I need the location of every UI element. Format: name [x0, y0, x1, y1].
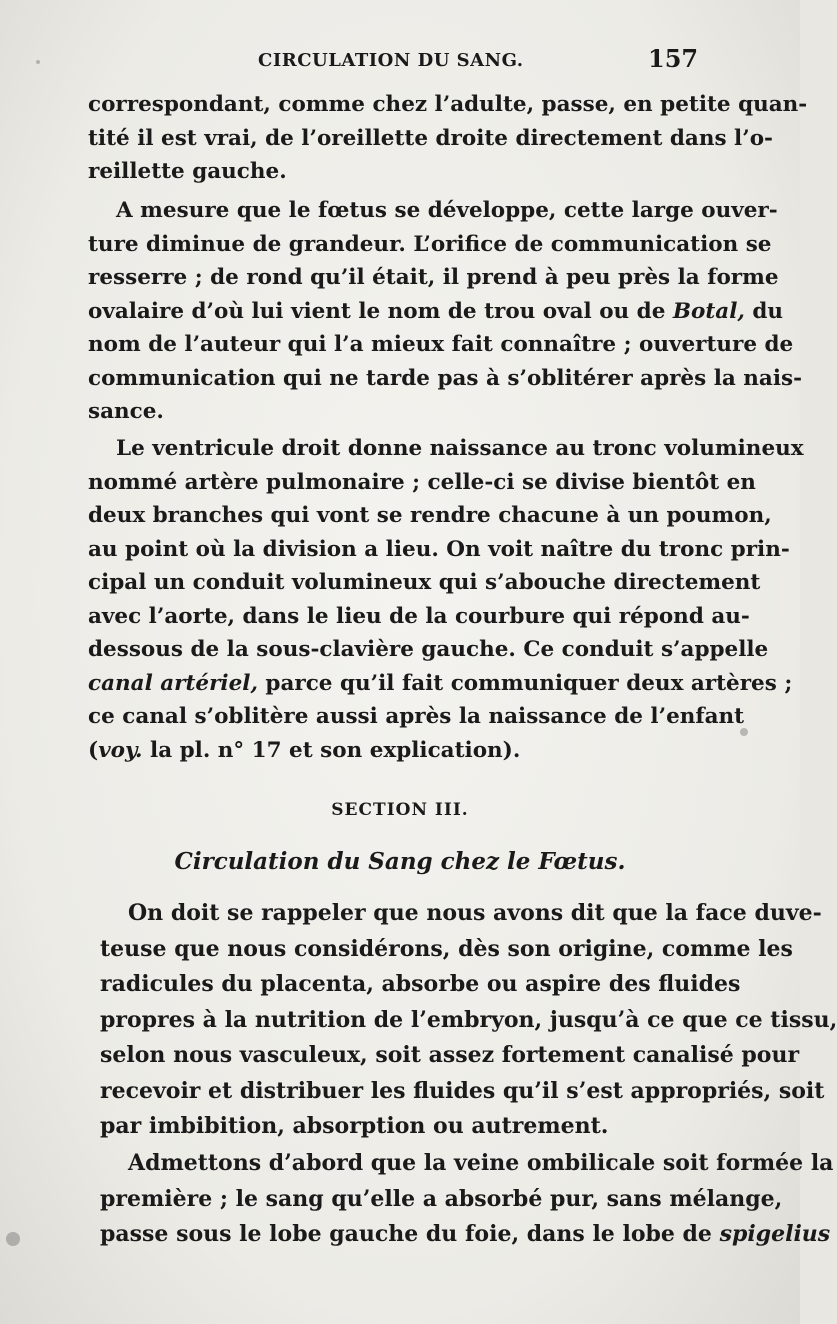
text-line: au point où la division a lieu. On voit naître du tronc prin- — [88, 536, 790, 562]
text-fragment: ovalaire d’où lui vient le nom de trou oval ou de — [88, 298, 673, 324]
text-line: resserre ; de rond qu’il était, il prend à peu près la forme — [88, 265, 779, 290]
italic-voy: voy. — [98, 737, 143, 763]
paragraph-fetus-development — [88, 194, 803, 429]
section-heading: SECTION III. — [331, 800, 469, 820]
text-line: On doit se rappeler que nous avons dit que la face duve- — [128, 900, 822, 926]
running-title: CIRCULATION DU SANG. — [258, 50, 524, 71]
text-line: par imbibition, absorption ou autrement. — [100, 1113, 609, 1139]
paragraph-ventricle — [88, 432, 804, 767]
italic-spigelius: spigelius — [719, 1221, 831, 1247]
text-line: propres à la nutrition de l’embryon, jusqu’à ce que ce tissu, — [100, 1006, 837, 1033]
paragraph-continuation — [88, 88, 808, 189]
text-line: correspondant, comme chez l’adulte, passe, en petite quan- — [88, 92, 808, 117]
text-line: nommé artère pulmonaire ; celle-ci se divise bientôt en — [88, 469, 756, 495]
paragraph-umbilical-vein — [100, 1146, 834, 1253]
text-line: deux branches qui vont se rendre chacune à un poumon, — [88, 503, 772, 528]
text-fragment: du — [744, 298, 784, 324]
paper-speck — [740, 728, 748, 736]
section-subtitle: Circulation du Sang chez le Fœtus. — [174, 848, 626, 875]
text-line: Admettons d’abord que la veine ombilicale soit formée la — [128, 1150, 834, 1176]
text-line: avec l’aorte, dans le lieu de la courbure qui répond au- — [88, 603, 750, 629]
text-line-spigelius — [100, 1217, 831, 1253]
paragraph-placenta — [100, 896, 837, 1145]
text-fragment: la pl. n° 17 et son explication). — [150, 737, 521, 763]
paper-speck — [6, 1232, 20, 1246]
text-line: reillette gauche. — [88, 159, 287, 184]
text-line: communication qui ne tarde pas à s’oblitérer après la nais- — [88, 365, 803, 391]
text-line: recevoir et distribuer les fluides qu’il s’est appropriés, soit — [100, 1077, 825, 1104]
text-line-canal — [88, 667, 793, 701]
italic-canal-arteriel: canal artériel, — [88, 670, 258, 696]
text-fragment: passe sous le lobe gauche du foie, dans le lobe de — [100, 1221, 720, 1247]
text-line: tité il est vrai, de l’oreillette droite directement dans l’o- — [88, 125, 773, 151]
text-line: ce canal s’oblitère aussi après la naissance de l’enfant — [88, 704, 745, 729]
running-head — [0, 44, 800, 76]
text-line-voy — [88, 734, 710, 768]
text-line: Le ventricule droit donne naissance au tronc volumineux — [116, 436, 804, 461]
text-line-botal — [88, 295, 784, 329]
text-line: première ; le sang qu’elle a absorbé pur, sans mélange, — [100, 1185, 783, 1212]
text-line: dessous de la sous-clavière gauche. Ce conduit s’appelle — [88, 637, 769, 662]
text-line: nom de l’auteur qui l’a mieux fait connaître ; ouverture de — [88, 332, 794, 357]
italic-botal: Botal, — [672, 298, 745, 324]
text-line: selon nous vasculeux, soit assez fortement canalisé pour — [100, 1042, 800, 1068]
text-fragment: parce qu’il fait communiquer deux artères ; — [257, 670, 793, 696]
text-line: sance. — [88, 399, 164, 424]
text-line: teuse que nous considérons, dès son origine, comme les — [100, 935, 793, 962]
text-line: radicules du placenta, absorbe ou aspire des fluides — [100, 971, 741, 997]
text-line: cipal un conduit volumineux qui s’abouche directement — [88, 570, 761, 595]
text-line: ture diminue de grandeur. L’orifice de communication se — [88, 231, 772, 257]
text-fragment: ( — [88, 737, 99, 763]
text-line: A mesure que le fœtus se développe, cette large ouver- — [116, 198, 778, 223]
text-fragment — [143, 738, 151, 763]
page-number: 157 — [648, 44, 699, 73]
paper-speck — [36, 60, 40, 64]
